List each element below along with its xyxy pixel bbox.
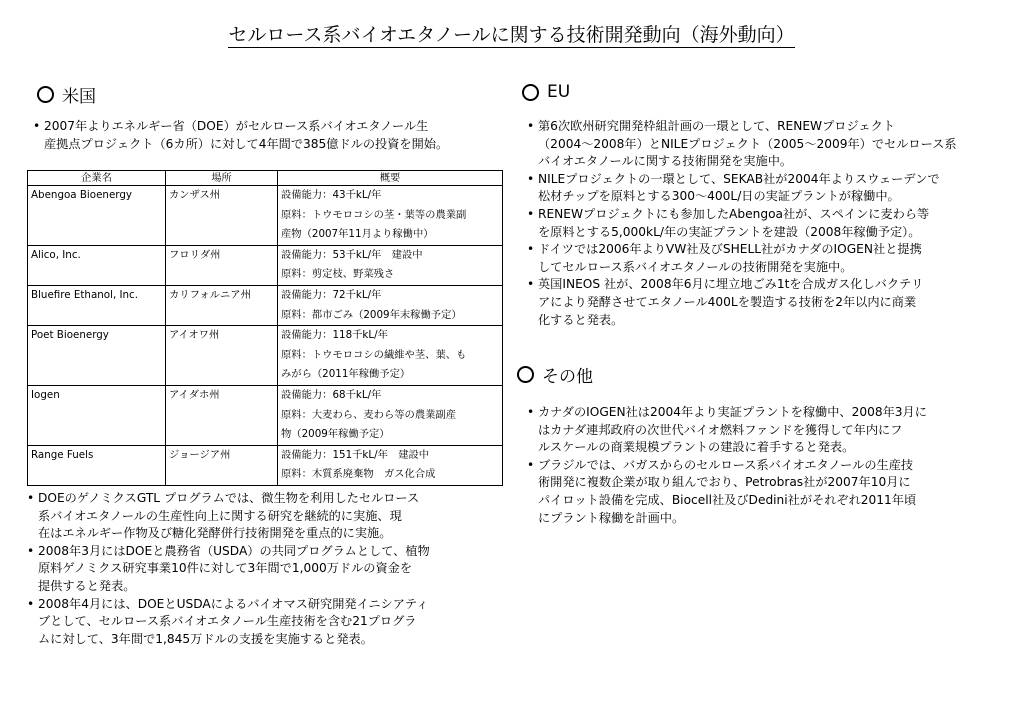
list-item: • 2008年3月にはDOEと農務省（USDA）の共同プログラムとして、植物 原料ゲノミクス研究事業10件に対して3年間で1,000万ドルの資金を 提供すると発表。 (27, 543, 507, 596)
table-cell-place: アイオワ州 (166, 326, 278, 386)
table-cell-summary: 設備能力：43千kL/年 原料：トウモロコシの茎・葉等の農業副 産物（2007年11月より稼働中） (278, 186, 503, 246)
table-header-row (28, 171, 503, 186)
circle-bullet-icon (522, 84, 539, 101)
table-cell-summary: 設備能力：151千kL/年 建設中 原料：木質系廃棄物 ガス化合成 (278, 445, 503, 485)
table-row (28, 326, 503, 386)
table-header-cell: 場所 (166, 171, 278, 186)
usa-intro-list (33, 118, 513, 153)
table-cell-summary: 設備能力：53千kL/年 建設中 原料：剪定枝、野菜残さ (278, 245, 503, 285)
table-cell-company: Poet Bioenergy (28, 326, 166, 386)
list-item: • 2007年よりエネルギー省（DOE）がセルロース系バイオエタノール生 産拠点プロジェクト（6カ所）に対して4年間で385億ドルの投資を開始。 (33, 118, 513, 153)
table-cell-company: Bluefire Ethanol, Inc. (28, 285, 166, 325)
table-header-cell: 概要 (278, 171, 503, 186)
table-cell-company: Iogen (28, 385, 166, 445)
section-heading-other (517, 362, 593, 387)
list-item: • 2008年4月には、DOEとUSDAによるバイオマス研究開発イニシアティ ブとして、セルロース系バイオエタノール生産技術を含む21プログラ ムに対して、3年間で1,845万ドルの支援を実施すると発表。 (27, 596, 507, 649)
table-header-cell: 企業名 (28, 171, 166, 186)
table-cell-company: Range Fuels (28, 445, 166, 485)
table-cell-place: アイダホ州 (166, 385, 278, 445)
list-item: • カナダのIOGEN社は2004年より実証プラントを稼働中、2008年3月に はカナダ連邦政府の次世代バイオ燃料ファンドを獲得して年内にフ ルスケールの商業規模プラントの建設に着手すると発表。 (527, 404, 1007, 457)
circle-bullet-icon (517, 366, 534, 383)
table-cell-summary: 設備能力：68千kL/年 原料：大麦わら、麦わら等の農業副産 物（2009年稼働予定） (278, 385, 503, 445)
table-row (28, 385, 503, 445)
table-cell-place: ジョージア州 (166, 445, 278, 485)
page-title (0, 20, 1023, 47)
section-heading-usa (37, 82, 96, 107)
section-heading-eu (522, 82, 570, 102)
table-cell-place: カンザス州 (166, 186, 278, 246)
circle-bullet-icon (37, 86, 54, 103)
list-item: • RENEWプロジェクトにも参加したAbengoa社が、スペインに麦わら等 を原料とする5,000kL/年の実証プラントを建設（2008年稼働予定）。 (527, 206, 1007, 241)
section-heading-usa-label: 米国 (62, 87, 96, 107)
table-row (28, 186, 503, 246)
usa-bullet-list (27, 490, 507, 648)
section-heading-eu-label: EU (547, 82, 571, 102)
list-item: • 英国INEOS 社が、2008年6月に埋立地ごみ1tを合成ガス化しバクテリ アにより発酵させてエタノール400Lを製造する技術を2年以内に商業 化すると発表。 (527, 276, 1007, 329)
usa-projects-table (27, 170, 503, 486)
table-cell-place: フロリダ州 (166, 245, 278, 285)
list-item: • 第6次欧州研究開発枠組計画の一環として、RENEWプロジェクト （2004～2008年）とNILEプロジェクト（2005～2009年）でセルロース系 バイオエタノールに関する技術開発を実施中。 (527, 118, 1007, 171)
table-cell-company: Abengoa Bioenergy (28, 186, 166, 246)
other-bullet-list (527, 404, 1007, 527)
section-heading-other-label: その他 (542, 367, 593, 387)
page-title-text: セルロース系バイオエタノールに関する技術開発動向（海外動向） (228, 24, 795, 46)
table-cell-summary: 設備能力：72千kL/年 原料：都市ごみ（2009年末稼働予定） (278, 285, 503, 325)
eu-bullet-list (527, 118, 1007, 329)
list-item: • DOEのゲノミクスGTL プログラムでは、微生物を利用したセルロース 系バイオエタノールの生産性向上に関する研究を継続的に実施、現 在はエネルギー作物及び糖化発酵併行技術開発を重点的に実施。 (27, 490, 507, 543)
table-cell-summary: 設備能力：118千kL/年 原料：トウモロコシの繊維や茎、葉、も みがら（2011年稼働予定） (278, 326, 503, 386)
table-cell-place: カリフォルニア州 (166, 285, 278, 325)
table-row (28, 445, 503, 485)
table-cell-company: Alico, Inc. (28, 245, 166, 285)
list-item: • ドイツでは2006年よりVW社及びSHELL社がカナダのIOGEN社と提携 してセルロース系バイオエタノールの技術開発を実施中。 (527, 241, 1007, 276)
table-row (28, 285, 503, 325)
table-row (28, 245, 503, 285)
list-item: • NILEプロジェクトの一環として、SEKAB社が2004年よりスウェーデンで 松材チップを原料とする300～400L/日の実証プラントが稼働中。 (527, 171, 1007, 206)
list-item: • ブラジルでは、バガスからのセルロース系バイオエタノールの生産技 術開発に複数企業が取り組んでおり、Petrobras社が2007年10月に パイロット設備を完成、Biocell社及びDedini社がそれぞれ2011年頃 にプラント稼働を計画中。 (527, 457, 1007, 527)
